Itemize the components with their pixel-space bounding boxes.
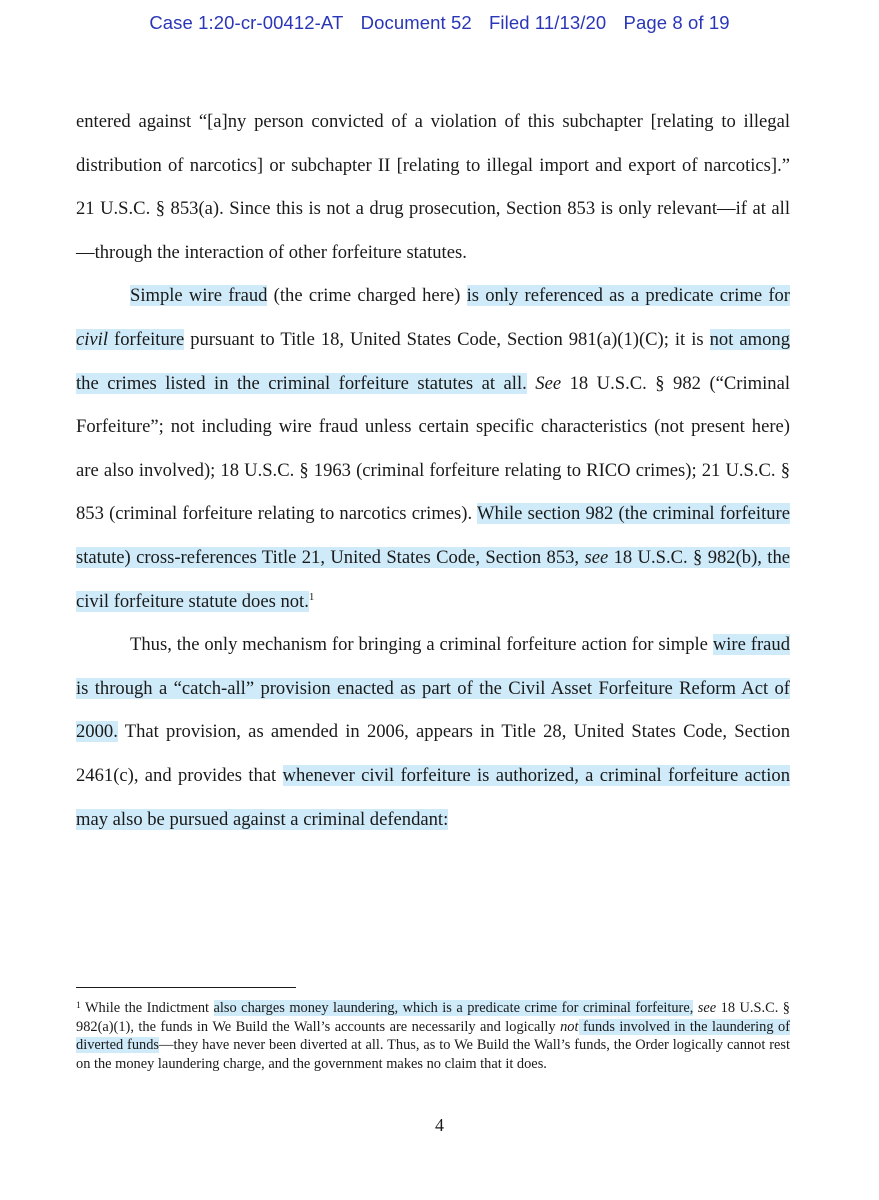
page-of: Page 8 of 19 xyxy=(623,12,730,33)
paragraph-text: 18 U.S.C. § 982 (“Criminal Forfeiture”; not including wire fraud unless certain specific characteristics (not present here) are also involved); 18 U.S.C. § 1963 (criminal forfeiture relating to RICO crimes); 21 U.S.C. § 853 (criminal forfeiture relating to narcotics crimes). xyxy=(76,372,790,525)
footnote-ref[interactable]: 1 xyxy=(308,590,315,603)
footnote-text: While the Indictment xyxy=(80,1000,214,1016)
case-header xyxy=(0,12,879,34)
highlight: whenever civil forfeiture is authorized, a criminal forfeiture action may also be pursued against a criminal defendant: xyxy=(76,764,790,830)
paragraph-2 xyxy=(76,274,790,623)
footnote-number: 1 xyxy=(76,1001,81,1011)
highlight: funds involved in the laundering of diverted funds xyxy=(76,1018,790,1054)
highlight: not among the crimes listed in the criminal forfeiture statutes at all. xyxy=(76,328,790,394)
italic-see: See xyxy=(535,372,562,394)
paragraph-1 xyxy=(76,100,790,274)
paragraph-3 xyxy=(76,623,790,841)
highlight-text: forfeiture xyxy=(108,328,185,350)
paragraph-text: That provision, as amended in 2006, appears in Title 28, United States Code, Section 2461(c), and provides that xyxy=(76,721,790,786)
italic-see: see xyxy=(584,546,609,568)
italic-not: not xyxy=(560,1018,579,1035)
page-number: 4 xyxy=(435,1115,444,1135)
highlight: Simple wire fraud xyxy=(130,285,268,307)
italic-see: see xyxy=(697,1000,717,1016)
highlight-text: criminal forfeiture statute) cross-references Title 21, United States Code, Section 853, xyxy=(76,503,790,568)
highlight: While section 982 (the xyxy=(476,503,653,525)
paragraph-text: (the crime charged here) xyxy=(267,285,467,307)
paragraph-text: pursuant to Title 18, United States Code, Section 981(a)(1)(C); it is xyxy=(184,328,710,350)
italic-civil: civil xyxy=(76,328,109,350)
footnote-text: 18 U.S.C. § 982(a)(1), the funds in We Build the Wall’s accounts are necessarily and logically xyxy=(76,1000,790,1035)
highlight: also charges money laundering, which is a predicate crime for criminal forfeiture, xyxy=(213,1000,694,1016)
highlight-text: 18 U.S.C. § 982(b), the civil forfeiture statute does not. xyxy=(76,546,791,612)
footnote-text: —they have never been diverted at all. Thus, as to We Build the Wall’s funds, the Order logically cannot rest on the money laundering charge, and the government makes no claim that it does. xyxy=(76,1037,790,1073)
highlight-text: is only referenced as a predicate crime for xyxy=(466,285,790,307)
body-text xyxy=(76,100,790,841)
filed-date: Filed 11/13/20 xyxy=(489,12,607,33)
paragraph-text: Thus, the only mechanism for bringing a criminal forfeiture action for simple xyxy=(130,634,713,656)
footnote-divider xyxy=(76,987,296,988)
footnote-1 xyxy=(76,999,790,1074)
highlight: wire fraud is through a “catch-all” provision enacted as part of the Civil Asset Forfeiture Reform Act of 2000. xyxy=(76,634,790,743)
document-number: Document 52 xyxy=(360,12,472,33)
paragraph-1-text: entered against “[a]ny person convicted of a violation of this subchapter [relating to illegal distribution of narcotics] or subchapter II [relating to illegal import and export of narcotics].” 21 U.S.C. § 853(a). Since this is not a drug prosecution, Section 853 is only relevant—if at all—through the interaction of other forfeiture statutes. xyxy=(76,111,790,263)
case-number: Case 1:20-cr-00412-AT xyxy=(149,12,344,33)
